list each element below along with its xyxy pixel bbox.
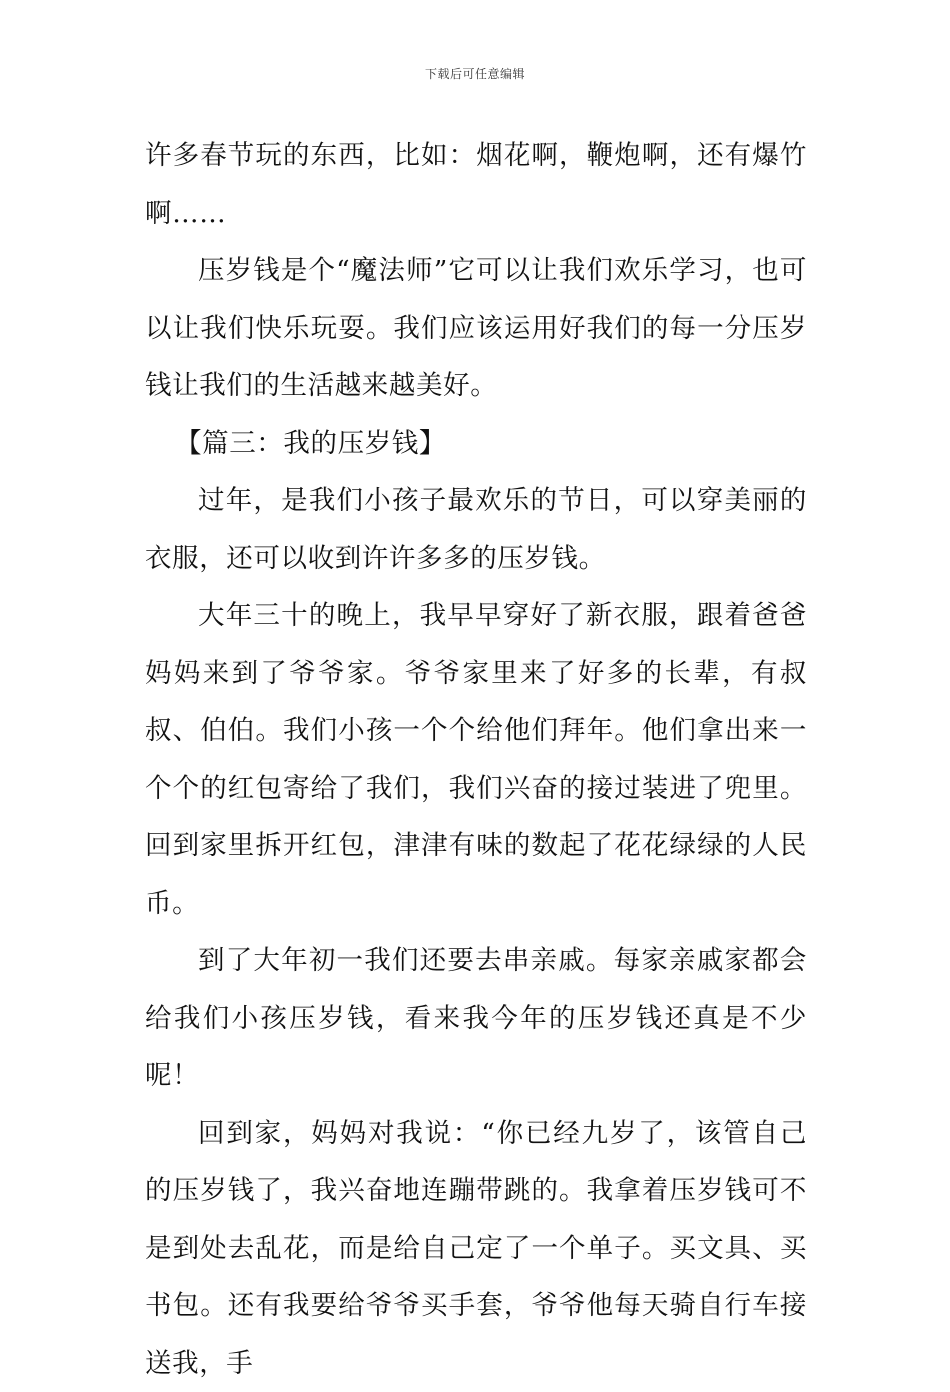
paragraph: 大年三十的晚上，我早早穿好了新衣服，跟着爸爸妈妈来到了爷爷家。爷爷家里来了好多的长辈，有叔叔、伯伯。我们小孩一个个给他们拜年。他们拿出来一个个的红包寄给了我们，我们兴奋的接过装进了兜里。回到家里拆开红包，津津有味的数起了花花绿绿的人民币。	[145, 587, 807, 932]
paragraph-continued: 许多春节玩的东西，比如：烟花啊，鞭炮啊，还有爆竹啊……	[145, 127, 807, 242]
paragraph: 回到家，妈妈对我说：“你已经九岁了，该管自己的压岁钱了，我兴奋地连蹦带跳的。我拿着压岁钱可不是到处去乱花，而是给自己定了一个单子。买文具、买书包。还有我要给爷爷买手套，爷爷他每天骑自行车接送我，手	[145, 1105, 807, 1392]
document-body	[145, 127, 807, 1392]
section-heading: 【篇三：我的压岁钱】	[145, 415, 807, 473]
paragraph: 到了大年初一我们还要去串亲戚。每家亲戚家都会给我们小孩压岁钱，看来我今年的压岁钱还真是不少呢！	[145, 932, 807, 1105]
paragraph: 压岁钱是个“魔法师”它可以让我们欢乐学习，也可以让我们快乐玩耍。我们应该运用好我们的每一分压岁钱让我们的生活越来越美好。	[145, 242, 807, 415]
paragraph: 过年，是我们小孩子最欢乐的节日，可以穿美丽的衣服，还可以收到许许多多的压岁钱。	[145, 472, 807, 587]
page-header: 下载后可任意编辑	[0, 66, 950, 82]
